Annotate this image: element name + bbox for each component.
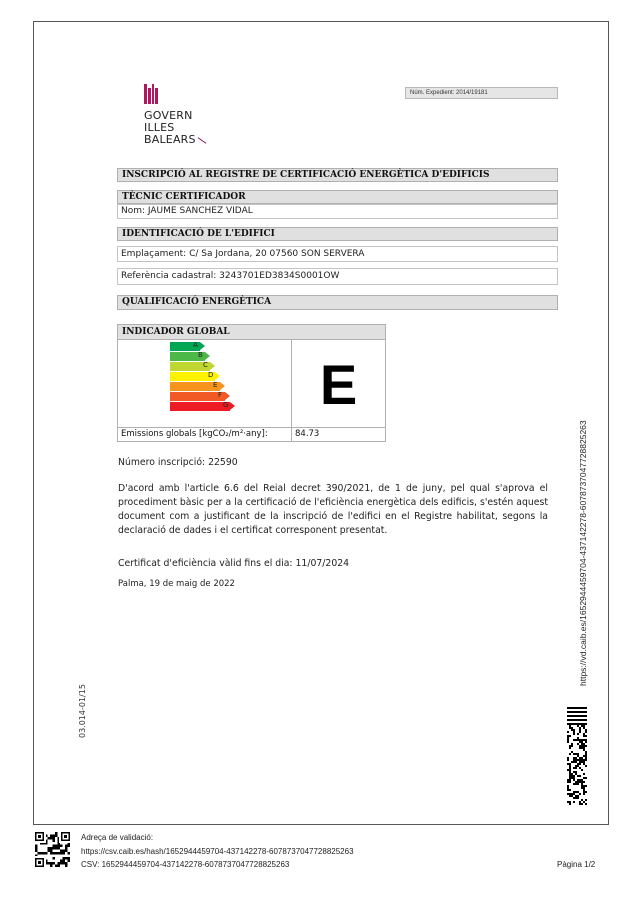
- logo-text: [144, 110, 207, 146]
- numero-inscripcio: Número inscripció: 22590: [118, 457, 238, 468]
- qualificacio-header: QUALIFICACIÓ ENERGÈTICA: [117, 295, 558, 310]
- validation-url-vertical[interactable]: https://vd.caib.es/1652944459704-437142278-6078737047728825263: [578, 420, 588, 686]
- edifici-emplacament: Emplaçament: C/ Sa Jordana, 20 07560 SON SERVERA: [117, 246, 558, 262]
- scale-letter: C: [203, 361, 208, 369]
- barcode-graphic: [567, 707, 587, 805]
- scale-letter: B: [198, 351, 203, 359]
- emissions-value: 84.73: [295, 429, 320, 439]
- scale-letter: A: [193, 341, 198, 349]
- emissions-label: Emissions globals [kgCO₂/m²·any]:: [121, 429, 268, 439]
- energy-grade: E: [319, 352, 358, 416]
- coat-of-arms-icon: [144, 84, 158, 104]
- legal-paragraph: D'acord amb l'article 6.6 del Reial decret 390/2021, de 1 de juny, pel qual s'aprova el procediment bàsic per a la certificació de l'eficiència energètica dels edificis, s'estén aquest document com a justificant de la inscripció de l'edifici en el Registre habilitat, segons la declaració de dades i el certificat corresponent presentat.: [118, 483, 548, 536]
- footer-url[interactable]: https://csv.caib.es/hash/1652944459704-437142278-6078737047728825263: [81, 847, 354, 856]
- logo-line-3: BALEARS: [144, 134, 207, 146]
- scale-letter: E: [213, 381, 218, 389]
- footer-csv: CSV: 1652944459704-437142278-6078737047728825263: [81, 860, 290, 869]
- indicador-header: INDICADOR GLOBAL: [118, 325, 385, 340]
- indicador-global-box: [117, 324, 386, 442]
- document-title: INSCRIPCIÓ AL REGISTRE DE CERTIFICACIÓ ENERGÈTICA D'EDIFICIS: [117, 168, 558, 182]
- scale-letter: D: [208, 371, 214, 379]
- govern-illes-balears-logo: [144, 84, 207, 146]
- footer-adreca: Adreça de validació:: [81, 833, 154, 842]
- scale-letter: F: [218, 391, 223, 399]
- tecnic-header: TÈCNIC CERTIFICADOR: [117, 190, 558, 204]
- tecnic-nom: Nom: JAUME SANCHEZ VIDAL: [117, 204, 558, 219]
- logo-line-2: ILLES: [144, 121, 175, 134]
- edifici-referencia: Referència cadastral: 3243701ED3834S0001OW: [117, 268, 558, 285]
- page-number: Pàgina 1/2: [557, 860, 596, 869]
- qr-code-icon: [35, 832, 70, 867]
- edifici-header: IDENTIFICACIÓ DE L'EDIFICI: [117, 227, 558, 241]
- logo-line-1: GOVERN: [144, 109, 193, 122]
- lloc-data: Palma, 19 de maig de 2022: [118, 579, 235, 589]
- model-code: 03.014-01/15: [78, 684, 87, 738]
- scale-letter: G: [223, 401, 229, 409]
- expedient-number: Núm. Expedient: 2014/19181: [405, 87, 558, 99]
- validesa: Certificat d'eficiència vàlid fins el dia: 11/07/2024: [118, 558, 350, 569]
